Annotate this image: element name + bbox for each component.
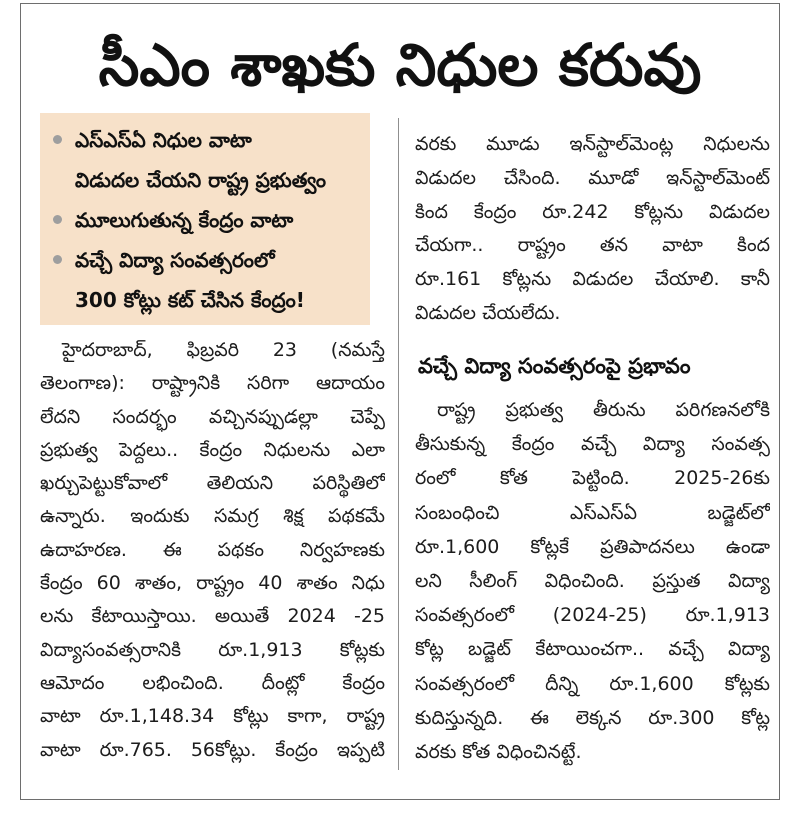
highlights-box xyxy=(40,113,370,325)
body-line: రూ.161 కోట్లను విడుదల చేయాలి. కానీ xyxy=(415,268,770,291)
body-line: కోట్ల బడ్జెట్ కేటాయించగా.. వచ్చే విద్యా xyxy=(415,638,770,661)
body-line: కుదిస్తున్నది. ఈ లెక్కన రూ.300 కోట్ల xyxy=(415,706,770,729)
highlight-item xyxy=(40,240,370,320)
highlight-item xyxy=(40,120,370,200)
left-column-body xyxy=(40,334,385,767)
body-line: రాష్ట్ర ప్రభుత్వ తీరును పరిగణనలోకి xyxy=(437,399,770,421)
highlight-line: విడుదల చేయని రాష్ట్ర ప్రభుత్వం xyxy=(75,168,327,192)
highlight-line: మూలుగుతున్న కేంద్రం వాటా xyxy=(75,208,294,232)
body-line: విద్యాసంవత్సరానికి రూ.1,913 కోట్లకు xyxy=(40,638,385,661)
body-line: కింద కేంద్రం రూ.242 కోట్లను విడుదల xyxy=(415,200,770,223)
highlight-line: 300 కోట్లు కట్ చేసిన కేంద్రం! xyxy=(75,288,305,312)
bullet-icon xyxy=(53,255,62,264)
body-line: వాటా రూ.1,148.34 కోట్లు కాగా, రాష్ట్ర xyxy=(40,705,385,728)
body-line: ఉన్నారు. ఇందుకు సమగ్ర శిక్ష పథకమే xyxy=(40,505,385,528)
column-divider xyxy=(398,118,399,770)
body-line: సంవత్సరంలో దీన్ని రూ.1,600 కోట్లకు xyxy=(415,672,770,695)
body-line: రూ.1,600 కోట్లకే ప్రతిపాదనలు ఉండా xyxy=(415,535,770,558)
body-line: వరకు మూడు ఇన్‌స్టాల్‌మెంట్ల నిధులను xyxy=(415,133,770,155)
bullet-icon xyxy=(53,135,62,144)
bullet-icon xyxy=(53,215,62,224)
highlight-line: వచ్చే విద్యా సంవత్సరంలో xyxy=(75,248,275,272)
body-line: రంలో కోత పెట్టింది. 2025-26కు xyxy=(415,467,770,490)
body-line: కేంద్రం 60 శాతం, రాష్ట్రం 40 శాతం నిధు xyxy=(40,572,385,595)
body-line: లను కేటాయిస్తాయి. అయితే 2024 -25 xyxy=(40,605,385,628)
body-line: ఉదాహరణ. ఈ పథకం నిర్వహణకు xyxy=(40,538,385,561)
body-line: చేయగా.. రాష్ట్రం తన వాటా కింద xyxy=(415,234,770,257)
body-line: తీసుకున్న కేంద్రం వచ్చే విద్యా సంవత్స xyxy=(415,433,770,456)
body-line: తెలంగాణ): రాష్ట్రానికి సరిగా ఆదాయం xyxy=(40,372,385,395)
body-line: ప్రభుత్వ పెద్దలు.. కేంద్రం నిధులను ఎలా xyxy=(40,438,385,461)
body-line: సంవత్సరంలో (2024-25) రూ.1,913 xyxy=(415,604,770,627)
body-line: సంబంధించి ఎస్ఎస్ఏ బడ్జెట్‌లో xyxy=(415,501,770,524)
body-line: వరకు కోత విధించినట్టే. xyxy=(415,740,582,763)
subheading: వచ్చే విద్యా సంవత్సరంపై ప్రభావం xyxy=(418,354,691,378)
right-column-body-bottom xyxy=(415,393,770,769)
body-line: విడుదల చేయలేదు. xyxy=(415,301,561,324)
headline: సీఎం శాఖకు నిధుల కరువు xyxy=(98,31,702,99)
highlight-line: ఎస్ఎస్ఏ నిధుల వాటా xyxy=(75,128,252,152)
body-line: లని సీలింగ్ విధించింది. ప్రస్తుత విద్యా xyxy=(415,569,770,592)
body-line: ఖర్చుపెట్టుకోవాలో తెలియని పరిస్థితిలో xyxy=(40,472,385,495)
body-line: లేదని సందర్భం వచ్చినప్పుడల్లా చెప్పే xyxy=(40,405,385,428)
body-line: వాటా రూ.765. 56కోట్లు. కేంద్రం ఇప్పటి xyxy=(40,738,385,761)
body-line: హైదరాబాద్, ఫిబ్రవరి 23 (నమస్తే xyxy=(62,339,385,361)
highlight-item xyxy=(40,200,370,240)
body-line: ఆమోదం లభించింది. దీంట్లో కేంద్రం xyxy=(40,671,385,694)
right-column-body-top xyxy=(415,128,770,331)
body-line: విడుదల చేసింది. మూడో ఇన్‌స్టాల్‌మెంట్ xyxy=(415,166,770,189)
